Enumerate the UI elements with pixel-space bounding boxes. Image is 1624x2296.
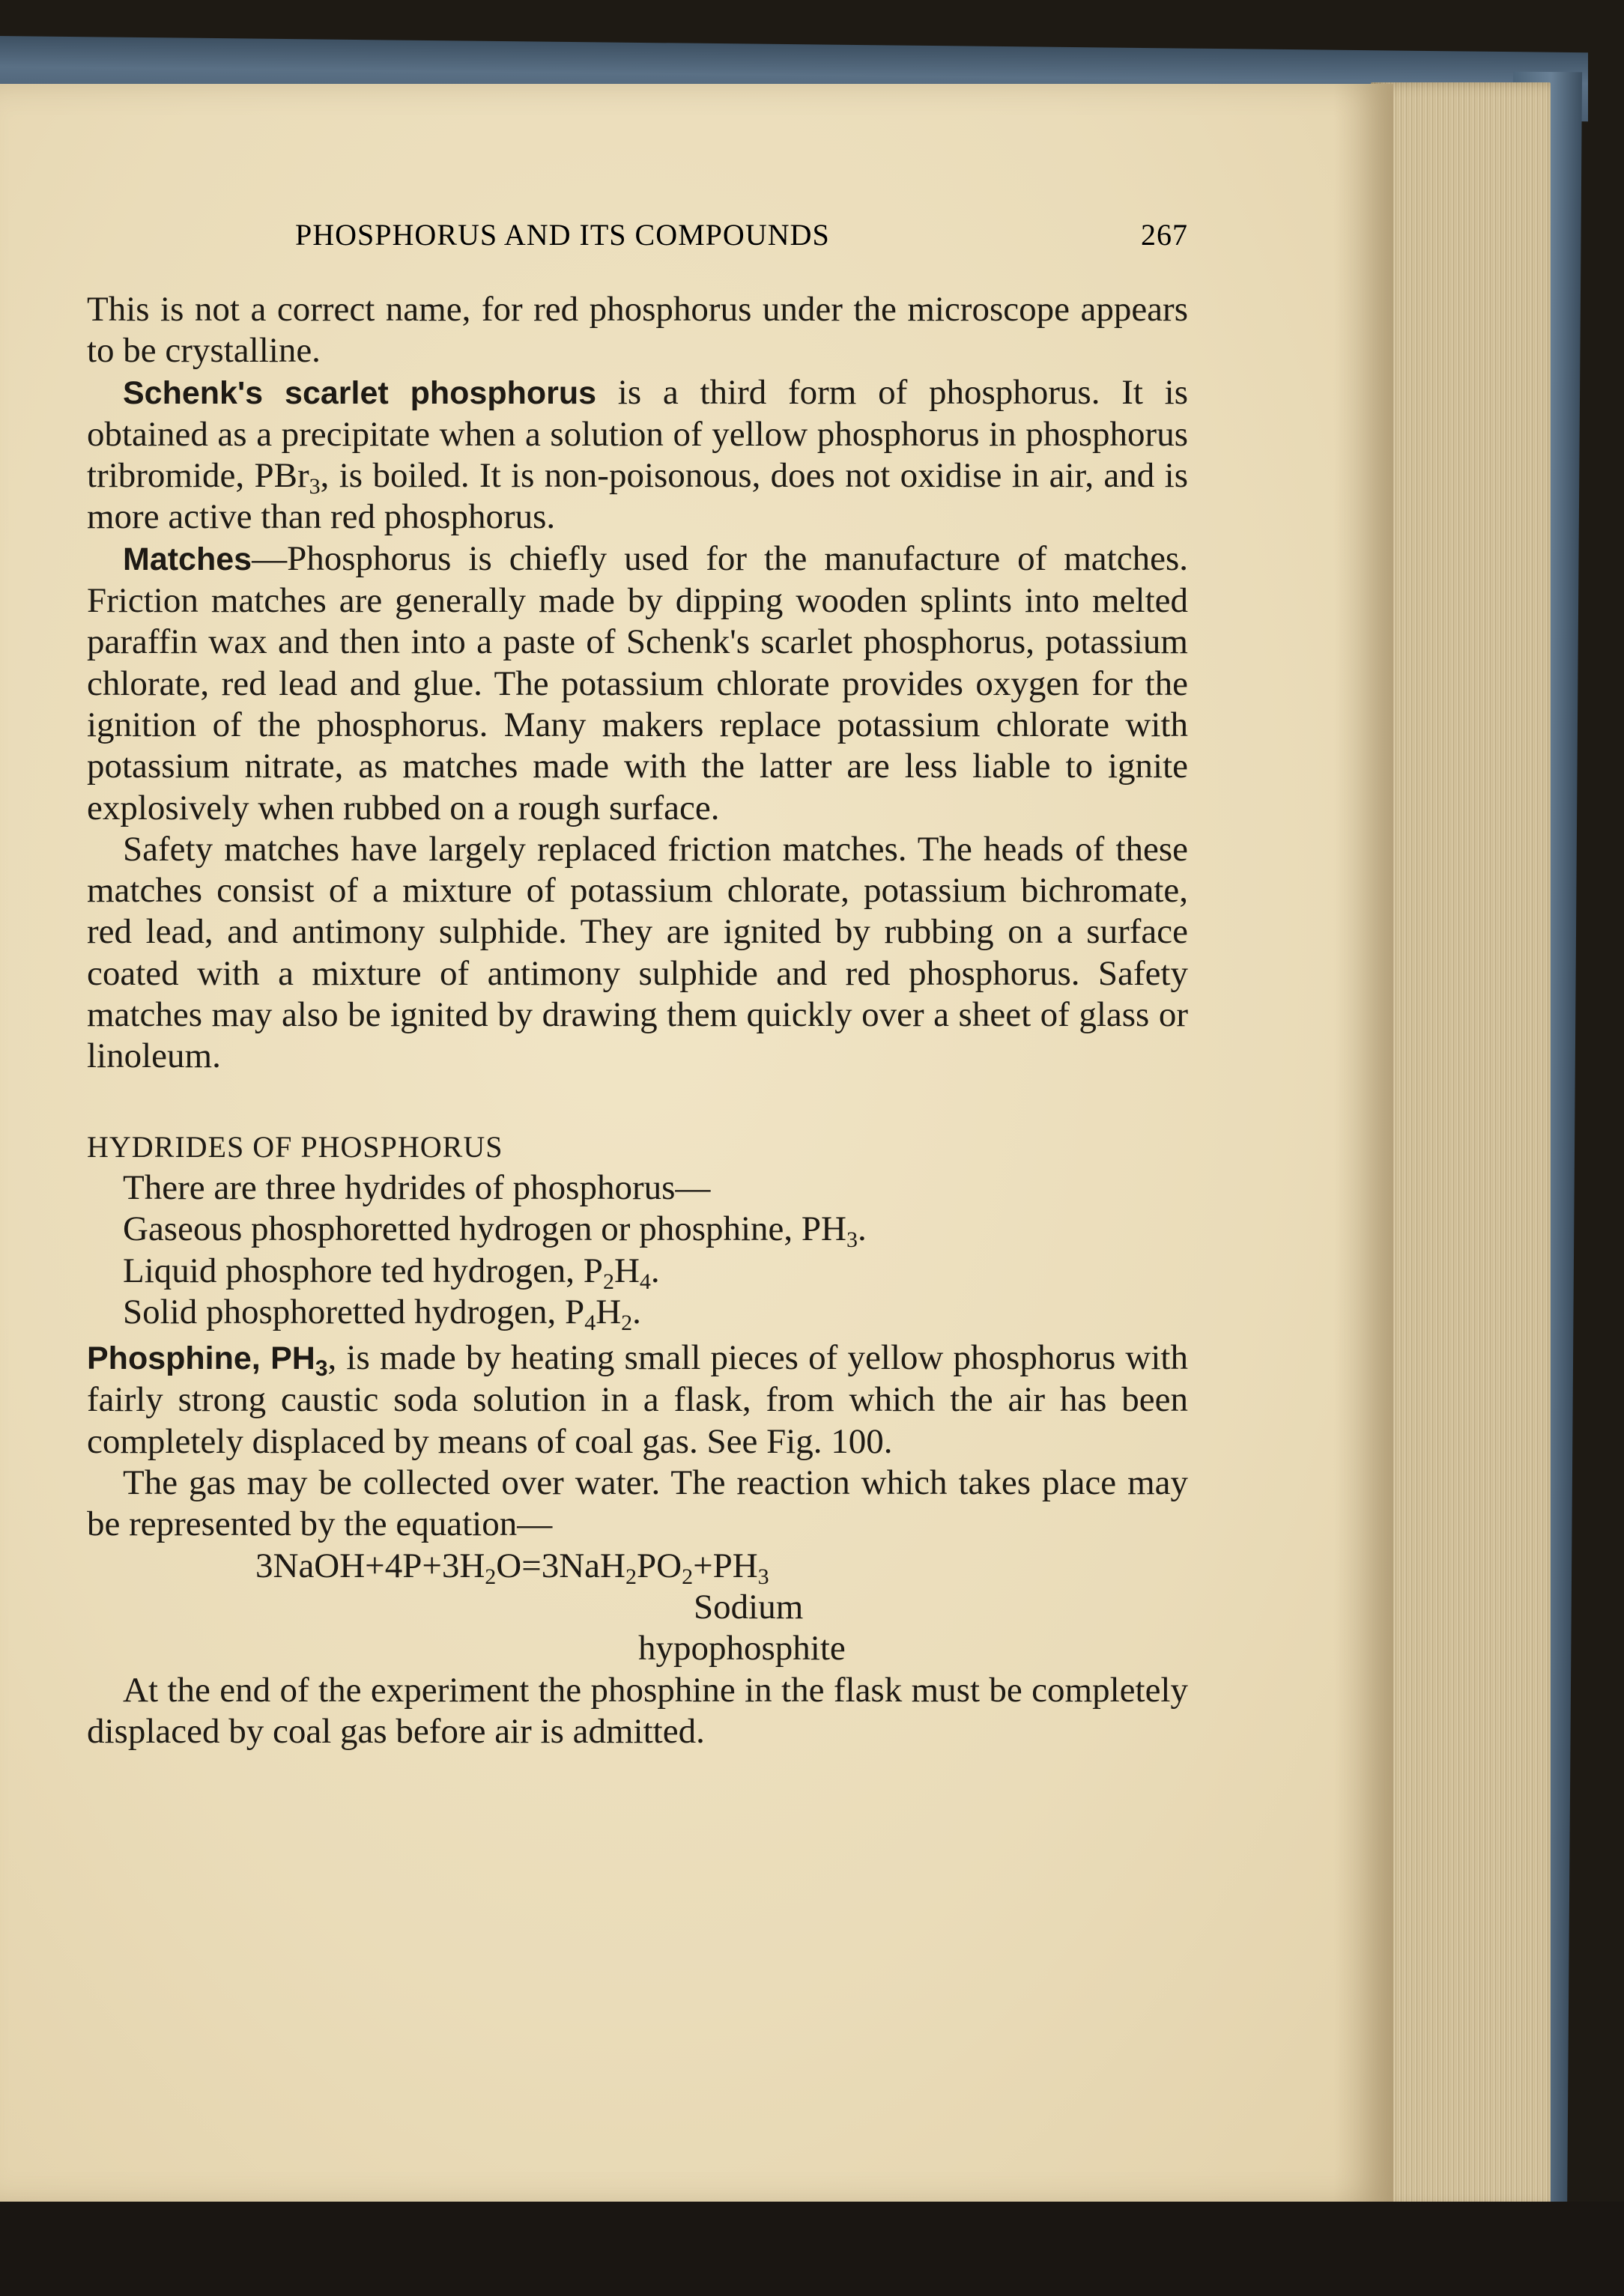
term-schenks-scarlet-phosphorus: Schenk's scarlet phosphorus (123, 374, 597, 411)
equation-label-line2: hypophosphite (638, 1629, 846, 1668)
running-title: PHOSPHORUS AND ITS COMPOUNDS (295, 218, 830, 252)
term-phosphine: Phosphine, $PH_3$ (87, 1340, 328, 1382)
page-body (87, 289, 1188, 1752)
term-matches: Matches (123, 541, 252, 577)
paragraph-end-of-experiment: At the end of the experiment the phosphine in the flask must be completely displaced by coal gas before air is admitted. (87, 1670, 1188, 1751)
hydride-gaseous: Gaseous phosphoretted hydrogen or phosphine, $PH_3$. (123, 1209, 867, 1253)
paragraph-phosphine: Phosphine, $PH_3$, is made by heating small pieces of yellow phosphorus with fairly strong caustic soda solution in a flask, from which the air has been completely displaced by means of coal gas. See Fig. 100. (87, 1338, 1188, 1461)
chemical-equation: $3NaOH+4P+3H_2O=3NaH_2PO_2+PH_3$ (255, 1546, 769, 1589)
equation-label-line1: Sodium (694, 1587, 804, 1627)
section-heading: HYDRIDES OF PHOSPHORUS (87, 1129, 503, 1164)
page-gutter-shadow (1333, 84, 1393, 2203)
paragraph-continuation: This is not a correct name, for red phosphorus under the microscope appears to be crystalline. (87, 290, 1188, 371)
paragraph-collection: The gas may be collected over water. The reaction which takes place may be represented by the equation— (87, 1463, 1188, 1544)
hydride-liquid: Liquid phosphore ted hydrogen, $P_2H_4$. (123, 1251, 660, 1294)
hydride-solid: Solid phosphoretted hydrogen, $P_4H_2$. (123, 1292, 641, 1335)
background-shadow (0, 2202, 1624, 2296)
paragraph-matches: Matches—Phosphorus is chiefly used for the manufacture of matches. Friction matches are generally made by dipping wooden splints into melted paraffin wax and then into a paste of Schenk's scarlet phosphorus, potassium chlorate, red lead and glue. The potassium chlorate provides oxygen for the ignition of the phosphorus. Many makers replace potassium chlorate with potassium nitrate, as matches made with the latter are less liable to ignite explosively when rubbed on a rough surface. (87, 538, 1188, 827)
spacer (87, 1078, 1188, 1126)
page-edges (1371, 82, 1551, 2209)
paragraph-safety-matches: Safety matches have largely replaced friction matches. The heads of these matches consist of a mixture of potassium chlorate, potassium bichromate, red lead, and antimony sulphide. They are ignited by rubbing on a surface coated with a mixture of antimony sulphide and red phosphorus. Safety matches may also be ignited by drawing them quickly over a sheet of glass or linoleum. (87, 829, 1188, 1076)
running-header (87, 217, 1188, 262)
page-number: 267 (1141, 218, 1188, 252)
hydrides-intro: There are three hydrides of phosphorus— (123, 1167, 711, 1207)
paragraph-schenks-phosphorus: Schenk's scarlet phosphorus is a third form of phosphorus. It is obtained as a precipitate when a solution of yellow phosphorus in phosphorus tribromide, PBr$_3$, is boiled. It is non-poisonous, does not oxidise in air, and is more active than red phosphorus. (87, 372, 1189, 537)
